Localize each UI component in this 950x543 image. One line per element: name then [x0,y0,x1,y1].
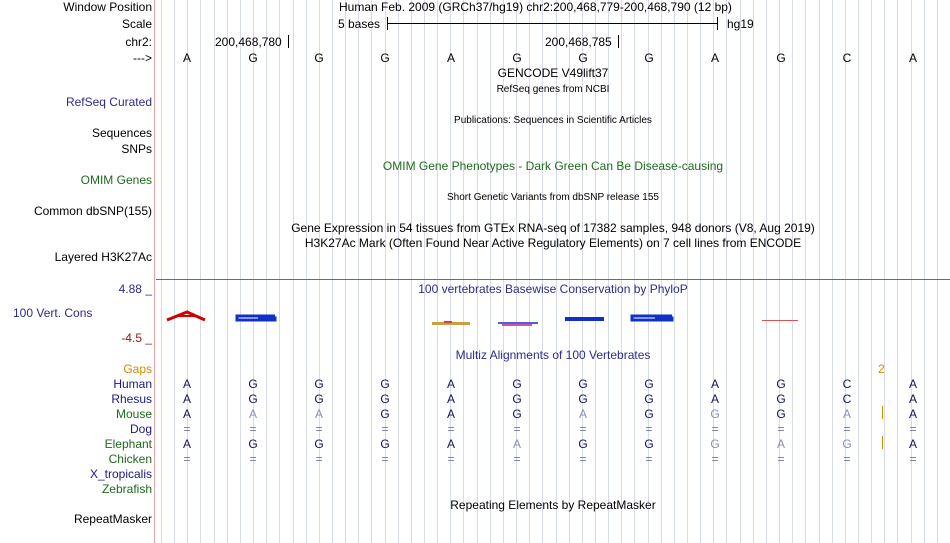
alignment-base-chicken: = [183,452,191,466]
cons-glyph-g-8 [632,316,672,320]
species-label-elephant[interactable]: Elephant [104,437,152,451]
cons-glyph-c-11 [762,320,798,321]
alignment-base-rhesus: G [644,392,654,406]
alignment-base-mouse: A [908,407,917,421]
window-position-label[interactable]: Window Position [63,0,152,14]
alignment-base-elephant: G [710,437,720,451]
gtex-track-title[interactable]: Gene Expression in 54 tissues from GTEx RNA-seq of 17382 samples, 948 donors (V8, Aug 2019) [291,221,815,235]
coordinate-780: 200,468,780 [215,35,282,49]
gaps-count: 2 [878,362,885,376]
alignment-base-elephant: A [512,437,521,451]
reference-base: C [842,51,852,65]
alignment-base-elephant: G [842,437,852,451]
reference-base: A [182,51,191,65]
window-position-value: Human Feb. 2009 (GRCh37/hg19) chr2:200,468,779-200,468,790 (12 bp) [339,0,732,14]
alignment-base-chicken: = [843,452,851,466]
phylop-max-value: 4.88 _ [118,282,152,296]
omim-genes-label[interactable]: OMIM Genes [80,173,152,187]
alignment-base-dog: = [315,422,323,436]
alignment-base-mouse: G [512,407,522,421]
alignment-base-rhesus: G [578,392,588,406]
species-label-x_tropicalis[interactable]: X_tropicalis [89,467,152,481]
publications-track-title[interactable]: Publications: Sequences in Scientific Articles [454,115,652,126]
alignment-base-elephant: A [182,437,191,451]
alignment-base-mouse: A [182,407,191,421]
dbsnp-track-title[interactable]: Short Genetic Variants from dbSNP release 155 [447,192,659,203]
reference-base: G [314,51,324,65]
repeatmasker-label[interactable]: RepeatMasker [73,512,152,526]
cons-glyph-a-1 [167,312,205,320]
alignment-base-dog: = [513,422,521,436]
alignment-base-dog: = [183,422,191,436]
alignment-base-elephant: A [908,437,917,451]
alignment-base-human: A [446,377,455,391]
alignment-base-elephant: G [248,437,258,451]
alignment-base-elephant: G [644,437,654,451]
scale-assembly: hg19 [727,17,754,31]
alignment-base-rhesus: G [314,392,324,406]
cons-glyph-g-7 [566,318,604,320]
alignment-base-chicken: = [249,452,257,466]
phylop-min-value: -4.5 _ [121,331,152,345]
alignment-base-mouse: G [710,407,720,421]
alignment-base-human: G [578,377,588,391]
alignment-base-mouse: G [644,407,654,421]
alignment-base-chicken: = [513,452,521,466]
omim-track-title[interactable]: OMIM Gene Phenotypes - Dark Green Can Be Disease-causing [382,159,724,173]
alignment-base-chicken: = [315,452,323,466]
scale-text: 5 bases [338,17,381,31]
cons-glyph-g-6 [498,322,538,326]
alignment-base-chicken: = [777,452,785,466]
alignment-base-dog: = [711,422,719,436]
alignment-base-chicken: = [579,452,587,466]
alignment-base-dog: = [645,422,653,436]
alignment-base-elephant: G [578,437,588,451]
alignment-base-dog: = [579,422,587,436]
alignment-base-elephant: A [446,437,455,451]
reference-base: G [248,51,258,65]
alignment-base-human: A [908,377,917,391]
common-dbsnp-label[interactable]: Common dbSNP(155) [33,204,152,218]
alignment-base-human: A [182,377,191,391]
reference-base: G [644,51,654,65]
alignment-base-chicken: = [381,452,389,466]
reference-base: A [710,51,719,65]
alignment-base-human: G [380,377,390,391]
alignment-base-mouse: A [842,407,851,421]
species-label-rhesus[interactable]: Rhesus [111,392,152,406]
scale-label[interactable]: Scale [121,17,152,31]
alignment-base-dog: = [381,422,389,436]
refseq-track-subtitle: RefSeq genes from NCBI [496,84,610,95]
alignment-base-rhesus: G [776,392,786,406]
alignment-base-human: A [710,377,719,391]
layered-h3k27ac-label[interactable]: Layered H3K27Ac [54,250,152,264]
cons-glyph-a-5 [432,321,470,325]
reference-base: G [380,51,390,65]
reference-base: G [512,51,522,65]
alignment-base-human: G [776,377,786,391]
alignment-base-chicken: = [711,452,719,466]
gencode-track-title[interactable]: GENCODE V49lift37 [497,66,609,80]
cons-glyph-g-2 [237,316,275,320]
alignment-base-dog: = [447,422,455,436]
phylop-track-title[interactable]: 100 vertebrates Basewise Conservation by PhyloP [418,282,688,296]
alignment-base-rhesus: A [710,392,719,406]
alignment-base-elephant: G [314,437,324,451]
species-label-zebrafish[interactable]: Zebrafish [101,482,152,496]
h3k27ac-track-title[interactable]: H3K27Ac Mark (Often Found Near Active Regulatory Elements) on 7 cell lines from ENCODE [304,236,802,250]
alignment-base-elephant: A [776,437,785,451]
species-label-chicken[interactable]: Chicken [108,452,152,466]
gaps-label[interactable]: Gaps [123,362,152,376]
reference-base: A [446,51,455,65]
alignment-base-dog: = [909,422,917,436]
multiz-track-title[interactable]: Multiz Alignments of 100 Vertebrates [455,348,651,362]
chromosome-label[interactable]: chr2: [125,35,152,49]
alignment-base-rhesus: C [842,392,852,406]
alignment-base-human: G [644,377,654,391]
elephant-insertion-marker [882,436,883,449]
alignment-base-rhesus: A [446,392,455,406]
alignment-base-mouse: A [314,407,323,421]
alignment-base-chicken: = [447,452,455,466]
alignment-base-mouse: A [578,407,587,421]
alignment-base-rhesus: G [248,392,258,406]
alignment-base-chicken: = [645,452,653,466]
alignment-base-dog: = [249,422,257,436]
alignment-base-dog: = [843,422,851,436]
alignment-base-human: C [842,377,852,391]
alignment-base-rhesus: A [182,392,191,406]
strand-direction-label[interactable]: ---> [133,51,152,65]
alignment-base-elephant: G [380,437,390,451]
alignment-base-mouse: G [776,407,786,421]
alignment-base-rhesus: A [908,392,917,406]
mouse-insertion-marker [882,406,883,419]
alignment-base-mouse: A [446,407,455,421]
reference-base: G [578,51,588,65]
alignment-base-human: G [314,377,324,391]
alignment-base-rhesus: G [512,392,522,406]
reference-base: A [908,51,917,65]
species-label-human[interactable]: Human [113,377,152,391]
alignment-base-dog: = [777,422,785,436]
species-label-dog[interactable]: Dog [129,422,152,436]
alignment-base-mouse: A [248,407,257,421]
alignment-base-human: G [248,377,258,391]
repeatmasker-track-title[interactable]: Repeating Elements by RepeatMasker [450,498,656,512]
vert-cons-label[interactable]: 100 Vert. Cons [13,306,93,320]
refseq-curated-label[interactable]: RefSeq Curated [65,95,152,109]
sequences-label[interactable]: Sequences [91,126,152,140]
alignment-base-human: G [512,377,522,391]
coordinate-785: 200,468,785 [545,35,612,49]
species-label-mouse[interactable]: Mouse [115,407,152,421]
alignment-base-mouse: G [380,407,390,421]
alignment-base-rhesus: G [380,392,390,406]
reference-base: G [776,51,786,65]
alignment-base-chicken: = [909,452,917,466]
snps-label[interactable]: SNPs [121,142,152,156]
